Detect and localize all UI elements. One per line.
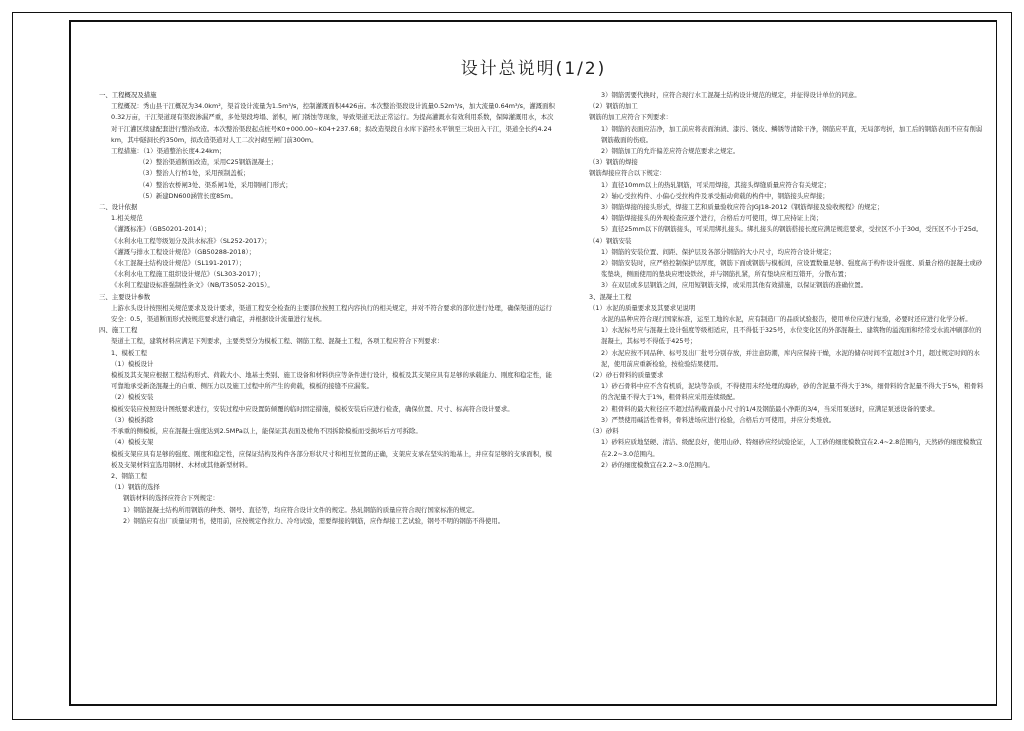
note-line: 1）水泥标号应与混凝土设计强度等级相适应，且不得低于325号，水位变化区的外部混凝土、建筑物的溢流面和经常受水流冲刷部位的混凝土，其标号不得低于425号； — [601, 326, 982, 346]
note-line: 2）砂的细度模数宜在2.2~3.0范围内。 — [601, 460, 714, 469]
note-line: 模板及其支架应根据工程结构形式、荷载大小、地基土类别、施工设备和材料供应等条件进行设计，模板及其支架应具有足够的承载能力、刚度和稳定性，能可靠地承受新浇混凝土的自重、侧压力以及施工过程中所产生的荷载，模板的接缝不应漏浆。 — [111, 371, 552, 391]
note-line: 三、主要设计参数 — [99, 292, 151, 301]
note-line: 1）钢筋的安装位置、间距、保护层及各部分钢筋的大小尺寸，均应符合设计规定； — [601, 247, 836, 256]
note-line: 3）严禁使用碱活性骨料，骨料进场应进行检验，合格后方可使用，并应分类堆放。 — [601, 415, 836, 424]
note-line: 1）钢筋的表面应洁净，加工前应将表面油渍、漆污、锈皮、鳞锈等清除干净，钢筋应平直，无局部弯折，加工后的钢筋表面不应有削弱钢筋截面的伤痕。 — [601, 124, 983, 144]
note-line: 不承重的侧模板，应在混凝土强度达到2.5MPa以上，能保证其表面及棱角不因拆除模板而受损坏后方可拆除。 — [111, 427, 422, 436]
note-line: 3）在双层或多层钢筋之间，应用短钢筋支撑，或采用其他有效措施，以保证钢筋的准确位置。 — [601, 281, 868, 290]
note-line: （2）模板安装 — [111, 393, 154, 402]
note-line: 2）钢筋应有出厂质量证明书，使用前，应按规定作拉力、冷弯试验，需要焊接的钢筋，应作焊接工艺试验，钢号不明的钢筋不得使用。 — [123, 516, 505, 525]
note-line: 钢筋焊接应符合以下规定： — [589, 169, 666, 178]
drawing-frame-inner — [69, 20, 997, 706]
note-line: 《灌溉与排水工程设计规范》（GB50288-2018）； — [111, 247, 256, 256]
note-line: 模板支架应具有足够的强度、刚度和稳定性，应保证结构及构件各部分形状尺寸和相互位置的正确，支架应支承在坚实的地基上，并应有足够的支承面积，模板及支架材料宜选用钢材、木材或其他新型材料。 — [111, 449, 552, 469]
note-line: 上游水头设计按照相关规范要求及设计要求，渠道工程安全检查的主要部位按照工程内容执行的相关规定，并对不符合要求的部位进行处理，确保渠道的运行安全：0.5，渠道断面形式按规范要求进行确定，并根据设计流量进行复核。 — [111, 303, 552, 324]
note-line: 1）砂料应质地坚硬、清洁、级配良好，使用山砂、特细砂应经试验论证，人工砂的细度模数宜在2.4~2.8范围内，天然砂的细度模数宜在2.2~3.0范围内。 — [601, 438, 983, 458]
note-line: 《水利水电工程施工组织设计规范》（SL303-2017）； — [111, 270, 265, 279]
notes-column-left — [85, 90, 555, 527]
note-line: 2）钢筋安装时，应严格控制保护层厚度，钢筋下面或钢筋与模板间，应设置数量足够、强度高于构件设计强度、质量合格的混凝土或砂浆垫块，侧面使用的垫块应埋设铁丝，并与钢筋扎紧，所有垫块应相互错开，分散布置； — [601, 259, 983, 279]
note-line: （2）砂石骨料的质量要求 — [589, 371, 664, 380]
note-line: 2、钢筋工程 — [111, 471, 148, 480]
note-line: 1）直径10mm以上的热轧钢筋，可采用焊接，其接头焊缝质量应符合有关规定； — [601, 180, 831, 189]
note-line: 3、混凝土工程 — [589, 292, 632, 301]
note-line: （3）钢筋的焊接 — [589, 158, 638, 167]
note-line: （4）整治农桥闸3处、渠系闸1处，采用钢闸门形式； — [139, 180, 292, 189]
note-line: 一、工程概况及措施 — [99, 91, 157, 99]
note-line: 1.相关规范 — [111, 214, 143, 223]
note-line: （2）钢筋的加工 — [589, 102, 638, 111]
note-line: （3）整治人行桥1处，采用预制盖板； — [139, 169, 250, 178]
note-line: 工程概况：秀山县干江概况为34.0km²，渠首设计流量为1.5m³/s，控制灌溉面积4426亩。本次整治渠段设计流量0.52m³/s，加大流量0.64m³/s，灌溉面积0.32万亩，干江渠道现有渠段渗漏严重，多处渠段垮塌、淤积，闸门锈蚀等现象，导致渠道无法正常运行。为提高灌溉水有效利用系数，保障灌溉用水，本次对干江灌区续建配套进行整治改造。本次整治渠段起点桩号K0+000.00~K04+237.68；拟改造渠段自水库下游经永平镇至三块田入干江，渠道全长约4.24km，其中隧洞长约350m，拟改造渠道对人工二次衬砌至闸门前300m。 — [111, 102, 555, 144]
note-line: （1）钢筋的选择 — [111, 483, 160, 492]
note-line: （2）整治渠道断面改造，采用C25钢筋混凝土； — [139, 158, 278, 167]
note-line: 《水利工程建设标准强制性条文》（NB/T35052-2015）。 — [111, 281, 274, 290]
note-line: 模板安装应按照设计图纸要求进行，安装过程中应设置防倾覆的临时固定措施，模板安装后应进行检查，确保位置、尺寸、标高符合设计要求。 — [111, 404, 514, 413]
note-line: （1）水泥的质量要求及其要求见说明 — [589, 303, 696, 312]
note-line: 《水工混凝土结构设计规范》（SL191-2017）； — [111, 259, 246, 268]
note-line: 钢筋材料的选择应符合下列规定： — [123, 494, 219, 503]
note-line: （3）砂料 — [589, 427, 619, 436]
note-line: 2）轴心受拉构件、小偏心受拉构件及承受振动荷载的构件中，钢筋接头应焊接； — [601, 191, 829, 200]
note-line: 二、设计依据 — [99, 203, 138, 212]
note-line: （1）模板设计 — [111, 359, 154, 368]
note-line: 5）直径25mm以下的钢筋接头，可采用绑扎接头。绑扎接头的钢筋搭接长度应满足规范要求，受拉区不小于30d，受压区不小于25d。 — [601, 225, 983, 234]
note-line: 四、施工工程 — [99, 326, 138, 335]
sheet-title: 设计总说明(1/2) — [460, 59, 607, 79]
note-line: 《灌溉标准》（GB50201-2014）； — [111, 225, 211, 234]
note-line: 3）钢筋焊接的接头形式，焊接工艺和质量验收应符合JGJ18-2012《钢筋焊接及验收规程》的规定； — [601, 203, 884, 212]
note-line: 工程措施：（1）渠道整治长度4.24km； — [111, 147, 226, 156]
note-line: 1、模板工程 — [111, 348, 148, 357]
note-line: 水泥的品种应符合现行国家标准，运至工地的水泥，应有制造厂的品质试验报告，使用单位应进行复验，必要时还应进行化学分析。 — [601, 315, 972, 324]
note-line: 《水利水电工程等级划分及洪水标准》（SL252-2017）； — [111, 236, 271, 245]
note-line: （3）模板拆除 — [111, 415, 154, 424]
note-line: 1）砂石骨料中应不含有机质，泥块等杂质，不得使用未经处理的海砂，砂的含泥量不得大于3%，细骨料的含泥量不得大于5%，粗骨料的含泥量不得大于1%，粗骨料应采用连续级配。 — [601, 382, 984, 402]
note-line: （4）模板支架 — [111, 438, 154, 447]
note-line: 2）水泥应按不同品种、标号及出厂批号分别存放，并注意防潮，库内应保持干燥，水泥的储存时间不宜超过3个月，超过规定时间的水泥，使用前应重新检验，按检验结果使用。 — [601, 348, 980, 368]
note-line: 渠道土工程，建筑材料应满足下列要求，主要类型分为模板工程、钢筋工程、混凝土工程，各项工程应符合下列要求： — [111, 337, 444, 346]
note-line: 2）钢筋加工的允许偏差应符合规范要求之规定。 — [601, 147, 740, 156]
notes-column-right — [563, 90, 987, 471]
note-line: 钢筋的加工应符合下列要求： — [589, 113, 673, 122]
note-line: 2）粗骨料的最大粒径应不超过结构截面最小尺寸的1/4及钢筋最小净距的3/4，当采用泵送时，应满足泵送设备的要求。 — [601, 404, 939, 413]
note-line: 4）钢筋焊接接头的外观检查应逐个进行，合格后方可使用，焊工应持证上岗； — [601, 214, 823, 223]
note-line: 3）钢筋需要代换时，应符合现行水工混凝土结构设计规范的规定，并征得设计单位的同意。 — [601, 91, 861, 99]
note-line: （5）新建DN600涵管长度85m。 — [139, 191, 237, 200]
note-line: 1）钢筋混凝土结构所用钢筋的种类、钢号、直径等，均应符合设计文件的规定。热轧钢筋的质量应符合现行国家标准的规定。 — [123, 505, 479, 514]
note-line: （4）钢筋安装 — [589, 236, 632, 245]
